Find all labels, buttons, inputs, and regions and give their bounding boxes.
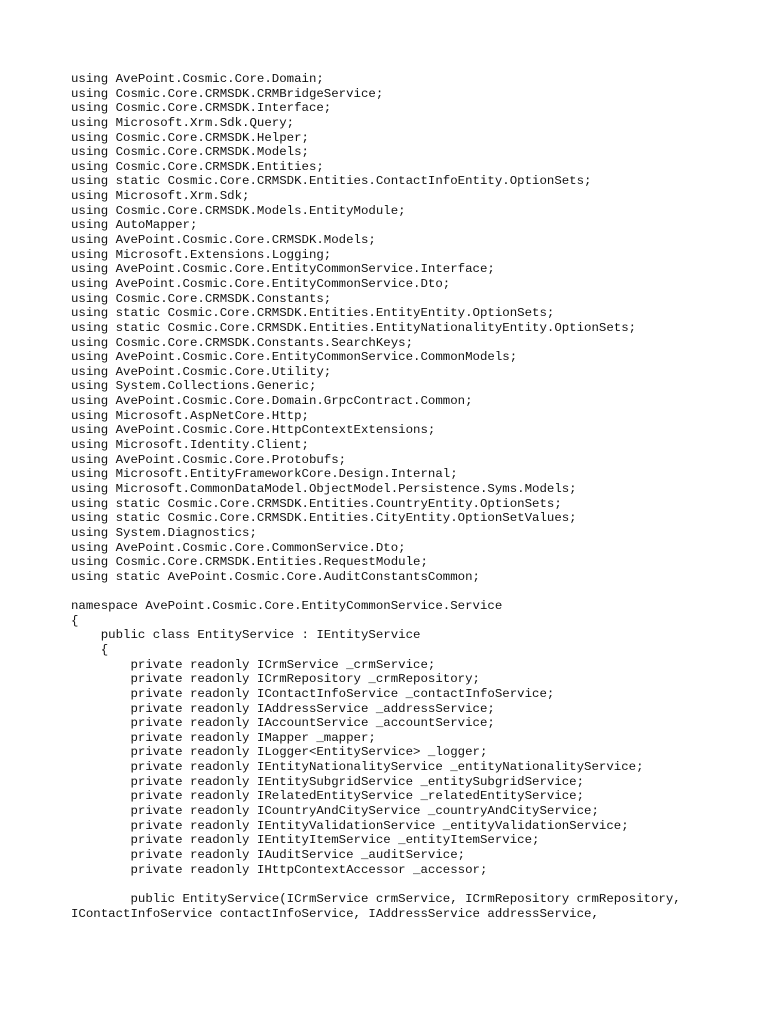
code-line: using AvePoint.Cosmic.Core.Domain; bbox=[71, 72, 324, 86]
code-line: using AvePoint.Cosmic.Core.Domain.GrpcContract.Common; bbox=[71, 394, 473, 409]
source-code-block bbox=[71, 72, 751, 950]
code-line: public class EntityService : IEntityService bbox=[71, 628, 421, 643]
code-line: using AvePoint.Cosmic.Core.Protobufs; bbox=[71, 452, 347, 467]
code-line: private readonly IContactInfoService _contactInfoService; bbox=[71, 686, 555, 701]
code-line: using Microsoft.CommonDataModel.ObjectModel.Persistence.Syms.Models; bbox=[71, 481, 577, 496]
code-line: using static Cosmic.Core.CRMSDK.Entities.CountryEntity.OptionSets; bbox=[71, 496, 562, 511]
code-line: private readonly ILogger<EntityService> _logger; bbox=[71, 745, 488, 760]
code-line: using AvePoint.Cosmic.Core.EntityCommonService.Dto; bbox=[71, 276, 451, 291]
code-line: using System.Collections.Generic; bbox=[71, 379, 317, 394]
code-line: private readonly IRelatedEntityService _relatedEntityService; bbox=[71, 789, 585, 804]
code-line: IContactInfoService contactInfoService, IAddressService addressService, bbox=[71, 906, 599, 921]
code-line: private readonly IMapper _mapper; bbox=[71, 730, 376, 745]
code-line bbox=[71, 584, 751, 599]
code-line: using AvePoint.Cosmic.Core.CommonService.Dto; bbox=[71, 540, 406, 555]
code-line: using Cosmic.Core.CRMSDK.Models; bbox=[71, 145, 309, 160]
code-line: using Microsoft.Xrm.Sdk.Query; bbox=[71, 115, 295, 130]
code-line: using Cosmic.Core.CRMSDK.Interface; bbox=[71, 101, 332, 116]
code-line: using AvePoint.Cosmic.Core.Utility; bbox=[71, 364, 332, 379]
code-line: using Microsoft.EntityFrameworkCore.Design.Internal; bbox=[71, 467, 458, 482]
code-line: private readonly ICrmService _crmService; bbox=[71, 657, 436, 672]
code-line: using Microsoft.AspNetCore.Http; bbox=[71, 408, 309, 423]
code-line: using Cosmic.Core.CRMSDK.Helper; bbox=[71, 130, 309, 145]
code-line: using static Cosmic.Core.CRMSDK.Entities.CityEntity.OptionSetValues; bbox=[71, 511, 577, 526]
code-line: namespace AvePoint.Cosmic.Core.EntityCommonService.Service bbox=[71, 599, 503, 614]
code-line: private readonly IEntityValidationService _entityValidationService; bbox=[71, 818, 629, 833]
code-line: using Cosmic.Core.CRMSDK.Entities; bbox=[71, 159, 324, 174]
code-line: private readonly ICrmRepository _crmRepository; bbox=[71, 672, 480, 687]
code-line: using Microsoft.Xrm.Sdk; bbox=[71, 189, 250, 204]
code-line: using static Cosmic.Core.CRMSDK.Entities.EntityEntity.OptionSets; bbox=[71, 306, 555, 321]
code-line: using AutoMapper; bbox=[71, 218, 198, 233]
code-line: using static AvePoint.Cosmic.Core.AuditConstantsCommon; bbox=[71, 569, 480, 584]
code-line: { bbox=[71, 642, 109, 657]
code-line: private readonly IEntityItemService _entityItemService; bbox=[71, 833, 540, 848]
code-line: using Cosmic.Core.CRMSDK.Constants; bbox=[71, 291, 332, 306]
code-line: using static Cosmic.Core.CRMSDK.Entities.EntityNationalityEntity.OptionSets; bbox=[71, 320, 637, 335]
code-line: using Cosmic.Core.CRMSDK.Entities.RequestModule; bbox=[71, 555, 428, 570]
code-line bbox=[71, 877, 751, 892]
code-line: private readonly IEntityNationalityService _entityNationalityService; bbox=[71, 760, 644, 775]
code-line: using System.Diagnostics; bbox=[71, 525, 257, 540]
code-line: private readonly IAuditService _auditService; bbox=[71, 847, 466, 862]
code-line: private readonly IAccountService _accountService; bbox=[71, 716, 495, 731]
code-line: private readonly IEntitySubgridService _entitySubgridService; bbox=[71, 774, 585, 789]
code-line: private readonly ICountryAndCityService _countryAndCityService; bbox=[71, 804, 599, 819]
code-line: using AvePoint.Cosmic.Core.EntityCommonService.CommonModels; bbox=[71, 350, 518, 365]
code-line: public EntityService(ICrmService crmService, ICrmRepository crmRepository, bbox=[71, 891, 681, 906]
code-line: private readonly IHttpContextAccessor _accessor; bbox=[71, 862, 488, 877]
code-line: using Microsoft.Identity.Client; bbox=[71, 438, 309, 453]
code-line: using Cosmic.Core.CRMSDK.CRMBridgeService; bbox=[71, 86, 384, 101]
code-line: using Microsoft.Extensions.Logging; bbox=[71, 247, 332, 262]
code-line: using AvePoint.Cosmic.Core.CRMSDK.Models; bbox=[71, 233, 376, 248]
code-line: using static Cosmic.Core.CRMSDK.Entities.ContactInfoEntity.OptionSets; bbox=[71, 174, 592, 189]
code-line: using AvePoint.Cosmic.Core.EntityCommonService.Interface; bbox=[71, 262, 495, 277]
code-line: { bbox=[71, 613, 79, 628]
code-line: using Cosmic.Core.CRMSDK.Models.EntityModule; bbox=[71, 203, 406, 218]
code-line: using AvePoint.Cosmic.Core.HttpContextExtensions; bbox=[71, 423, 436, 438]
code-line: private readonly IAddressService _addressService; bbox=[71, 701, 495, 716]
code-line: using Cosmic.Core.CRMSDK.Constants.SearchKeys; bbox=[71, 335, 414, 350]
